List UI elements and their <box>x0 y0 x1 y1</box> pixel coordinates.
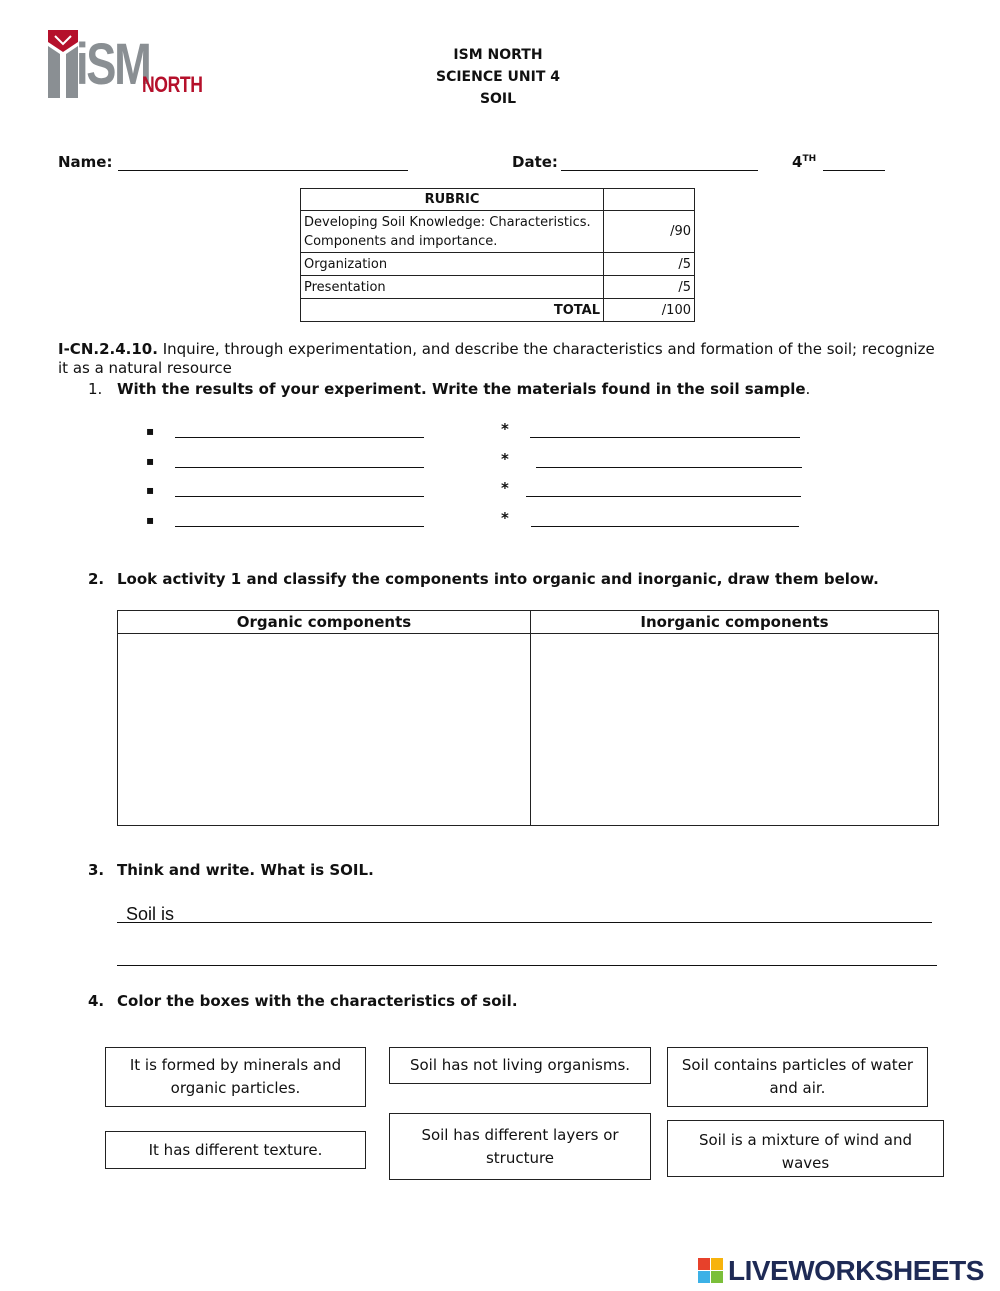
q1-number: 1. <box>88 380 103 398</box>
characteristic-box[interactable]: Soil contains particles of water and air. <box>667 1047 928 1107</box>
rubric-title: RUBRIC <box>301 189 604 211</box>
star-icon: * <box>501 479 509 497</box>
rubric-table <box>300 188 695 322</box>
date-label: Date: <box>512 153 558 171</box>
rubric-total-row <box>301 299 695 322</box>
rubric-criterion: Developing Soil Knowledge: Characteristics. Components and importance. <box>301 211 604 253</box>
grade-number: 4 <box>792 153 803 171</box>
classification-table <box>117 610 939 826</box>
answer-line[interactable] <box>117 922 932 923</box>
standard-text: Inquire, through experimentation, and describe the characteristics and formation of the soil; recognize it as a natural resource <box>58 340 935 377</box>
material-line[interactable] <box>175 526 424 527</box>
bullet-icon: ▪ <box>146 513 155 527</box>
school-title: ISM NORTH <box>453 47 543 63</box>
rubric-total-points: /100 <box>604 299 695 322</box>
rubric-criterion: Organization <box>301 253 604 276</box>
rubric-head-blank <box>604 189 695 211</box>
bullet-icon: ▪ <box>146 454 155 468</box>
organic-header: Organic components <box>118 611 531 634</box>
inorganic-header: Inorganic components <box>531 611 939 634</box>
q3-number: 3. <box>88 861 105 879</box>
q3-text: Think and write. What is SOIL. <box>117 861 374 879</box>
rubric-total-label: TOTAL <box>301 299 604 322</box>
name-label: Name: <box>58 153 113 171</box>
liveworksheets-brand <box>698 1256 984 1286</box>
q1-prompt: With the results of your experiment. Write the materials found in the soil sample <box>117 380 806 398</box>
brand-logo-icon <box>698 1258 724 1284</box>
date-field[interactable] <box>561 170 758 171</box>
unit-title: SCIENCE UNIT 4 <box>435 69 561 85</box>
material-line[interactable] <box>531 526 799 527</box>
standard-paragraph <box>58 340 948 378</box>
rubric-criterion: Presentation <box>301 276 604 299</box>
inorganic-drawing-area[interactable] <box>531 634 939 826</box>
star-icon: * <box>501 420 509 438</box>
bullet-icon: ▪ <box>146 483 155 497</box>
q1-text <box>117 380 810 398</box>
organic-drawing-area[interactable] <box>118 634 531 826</box>
characteristic-box[interactable]: It is formed by minerals and organic particles. <box>105 1047 366 1107</box>
q2-number: 2. <box>88 570 105 588</box>
star-icon: * <box>501 450 509 468</box>
star-icon: * <box>501 509 509 527</box>
logo-subtext: NORTH <box>142 72 203 97</box>
shield-icon <box>46 28 80 100</box>
rubric-points: /5 <box>604 276 695 299</box>
school-logo <box>46 28 206 100</box>
characteristic-box[interactable]: Soil has not living organisms. <box>389 1047 651 1084</box>
answer-line[interactable] <box>117 965 937 966</box>
material-line[interactable] <box>175 437 424 438</box>
rubric-row <box>301 253 695 276</box>
material-line[interactable] <box>526 496 801 497</box>
grade-label <box>792 153 816 171</box>
brand-name: LIVEWORKSHEETS <box>728 1255 984 1286</box>
rubric-points: /5 <box>604 253 695 276</box>
grade-suffix: TH <box>802 154 817 164</box>
material-line[interactable] <box>530 437 800 438</box>
characteristic-box[interactable]: Soil has different layers or structure <box>389 1113 651 1180</box>
grade-field[interactable] <box>823 170 885 171</box>
material-line[interactable] <box>536 467 802 468</box>
q4-text: Color the boxes with the characteristics of soil. <box>117 992 518 1010</box>
standard-code: I-CN.2.4.10. <box>58 340 158 358</box>
material-line[interactable] <box>175 496 424 497</box>
bullet-icon: ▪ <box>146 424 155 438</box>
characteristic-box[interactable]: Soil is a mixture of wind and waves <box>667 1120 944 1177</box>
rubric-row <box>301 276 695 299</box>
q2-text: Look activity 1 and classify the components into organic and inorganic, draw them below. <box>117 570 879 588</box>
name-field[interactable] <box>118 170 408 171</box>
rubric-points: /90 <box>604 211 695 253</box>
topic-title: SOIL <box>479 91 517 107</box>
characteristic-box[interactable]: It has different texture. <box>105 1131 366 1169</box>
q1-end: . <box>805 380 811 398</box>
q3-answer-text: Soil is <box>126 904 175 924</box>
logo-text: iSM <box>76 32 150 97</box>
rubric-row <box>301 211 695 253</box>
q4-number: 4. <box>88 992 105 1010</box>
material-line[interactable] <box>175 467 424 468</box>
